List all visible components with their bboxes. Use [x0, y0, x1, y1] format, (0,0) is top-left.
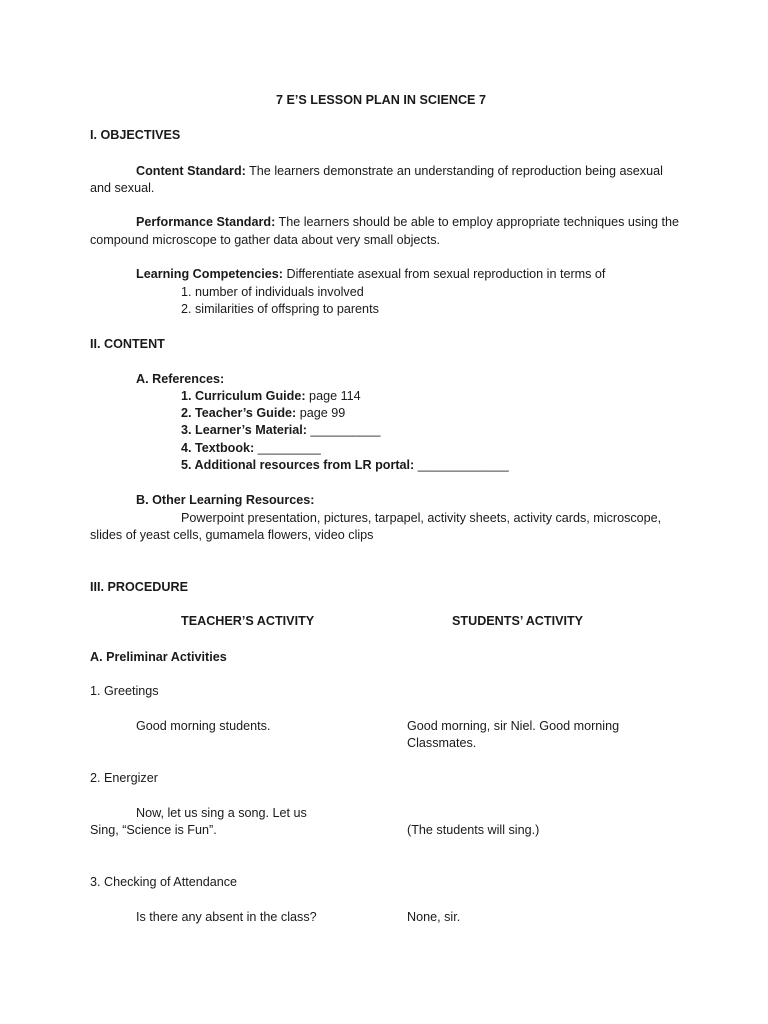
energizer-student: (The students will sing.): [407, 823, 540, 837]
competency-item: 2. similarities of offspring to parents: [181, 302, 379, 316]
learning-competencies-text: Differentiate asexual from sexual reproduction in terms of: [282, 267, 606, 281]
other-resources-label: B. Other Learning Resources:: [136, 493, 315, 507]
learning-competencies-label: Learning Competencies:: [136, 267, 283, 281]
greetings-teacher: Good morning students.: [136, 719, 271, 733]
students-activity-header: STUDENTS’ ACTIVITY: [452, 614, 584, 628]
performance-standard-line-2: compound microscope to gather data about very small objects.: [90, 233, 441, 247]
greetings-student-line-2: Classmates.: [407, 736, 477, 750]
attendance-student: None, sir.: [407, 910, 461, 924]
content-standard-label: Content Standard:: [136, 164, 246, 178]
content-standard-text: The learners demonstrate an understanding of reproduction being asexual: [245, 164, 663, 178]
reference-item: 5. Additional resources from LR portal: _____________: [181, 458, 509, 472]
reference-item: 2. Teacher’s Guide: page 99: [181, 406, 346, 420]
attendance-label: 3. Checking of Attendance: [90, 875, 238, 889]
learning-competencies-line: [136, 266, 605, 284]
references-label: A. References:: [136, 372, 225, 386]
greetings-label: 1. Greetings: [90, 684, 159, 698]
document-title: 7 E’S LESSON PLAN IN SCIENCE 7: [276, 93, 486, 107]
energizer-label: 2. Energizer: [90, 771, 158, 785]
reference-item: 1. Curriculum Guide: page 114: [181, 389, 361, 403]
performance-standard-text: The learners should be able to employ appropriate techniques using the: [275, 215, 680, 229]
performance-standard-label: Performance Standard:: [136, 215, 276, 229]
procedure-heading: III. PROCEDURE: [90, 580, 188, 594]
energizer-teacher-line-1: Now, let us sing a song. Let us: [136, 806, 307, 820]
objectives-heading: I. OBJECTIVES: [90, 128, 181, 142]
content-standard-line-1: [136, 163, 663, 181]
preliminary-activities-heading: A. Preliminar Activities: [90, 650, 227, 664]
attendance-teacher: Is there any absent in the class?: [136, 910, 317, 924]
other-resources-line-2: slides of yeast cells, gumamela flowers, video clips: [90, 528, 374, 542]
content-heading: II. CONTENT: [90, 337, 165, 351]
reference-item: 4. Textbook: _________: [181, 441, 321, 455]
teacher-activity-header: TEACHER’S ACTIVITY: [181, 614, 315, 628]
performance-standard-line-1: [136, 214, 679, 232]
content-standard-line-2: and sexual.: [90, 181, 155, 195]
greetings-student-line-1: Good morning, sir Niel. Good morning: [407, 719, 620, 733]
other-resources-line-1: Powerpoint presentation, pictures, tarpapel, activity sheets, activity cards, microscope,: [181, 511, 662, 525]
competency-item: 1. number of individuals involved: [181, 285, 364, 299]
reference-item: 3. Learner’s Material: __________: [181, 423, 381, 437]
energizer-teacher-line-2: Sing, “Science is Fun”.: [90, 823, 217, 837]
